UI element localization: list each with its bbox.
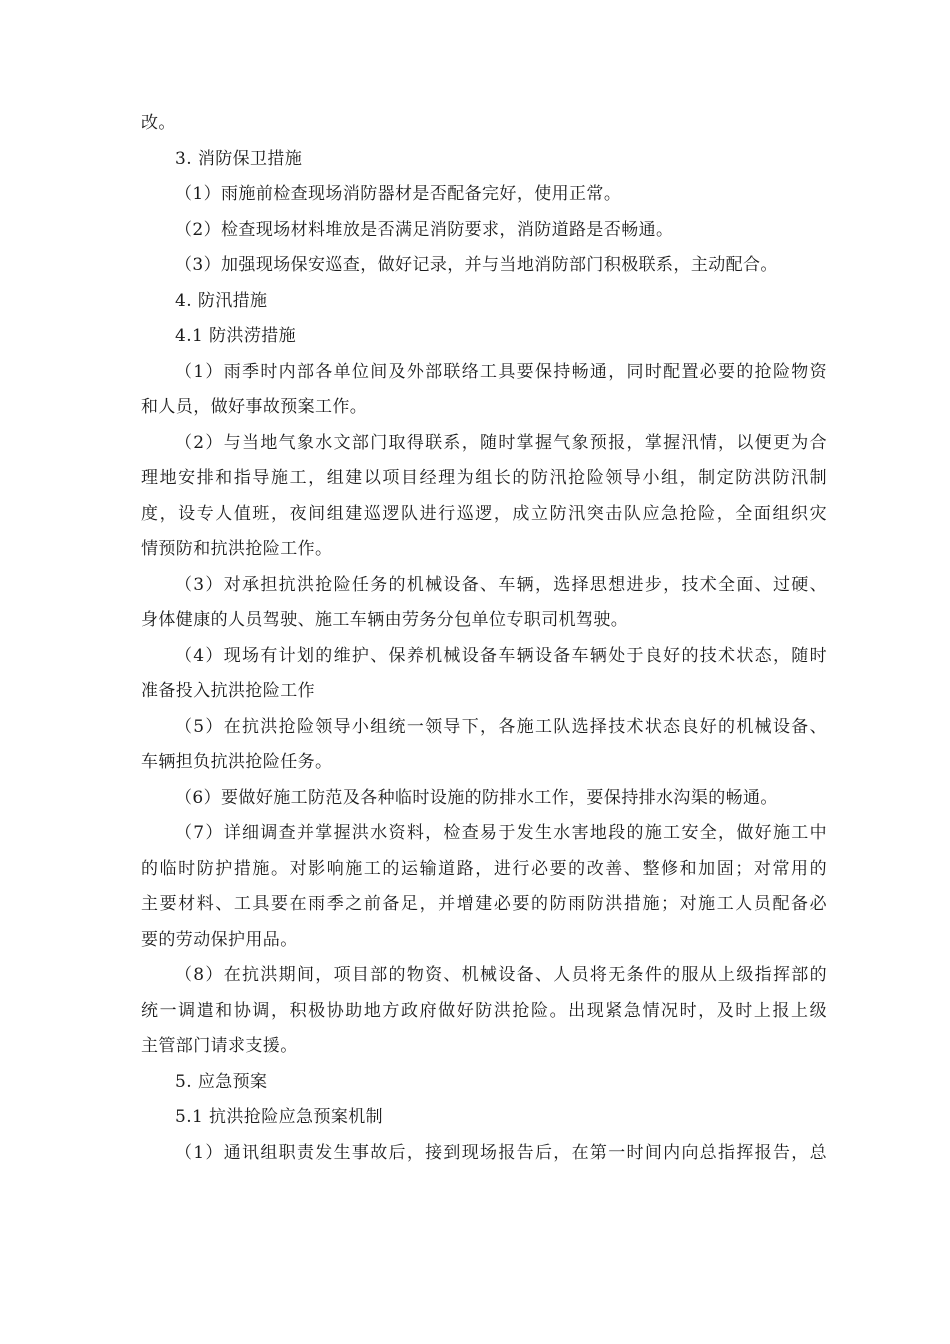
text-line: 5. 应急预案 [175,1071,268,1092]
text-line: （5）在抗洪抢险领导小组统一领导下，各施工队选择技术状态良好的机械设备、 [175,716,827,737]
text-line: 身体健康的人员驾驶、施工车辆由劳务分包单位专职司机驾驶。 [141,610,629,630]
text-line: 和人员，做好事故预案工作。 [141,397,368,417]
text-line: 改。 [141,113,176,133]
text-line: 情预防和抗洪抢险工作。 [141,539,333,559]
text-line: 5.1 抗洪抢险应急预案机制 [175,1107,384,1127]
text-line: （6）要做好施工防范及各种临时设施的防排水工作，要保持排水沟渠的畅通。 [175,787,778,808]
text-line: 4. 防汛措施 [175,290,268,311]
text-line: 4.1 防洪涝措施 [175,326,297,346]
text-line: （1）雨季时内部各单位间及外部联络工具要保持畅通，同时配置必要的抢险物资 [175,361,827,382]
text-line: 3. 消防保卫措施 [175,148,303,169]
text-line: 主管部门请求支援。 [141,1036,298,1056]
document-body [141,106,827,1171]
text-line: 车辆担负抗洪抢险任务。 [141,752,333,772]
text-line: （3）加强现场保安巡查，做好记录，并与当地消防部门积极联系，主动配合。 [175,255,778,275]
text-line: （4）现场有计划的维护、保养机械设备车辆设备车辆处于良好的技术状态，随时 [175,645,827,666]
text-line: 准备投入抗洪抢险工作 [141,681,315,701]
text-line: （2）与当地气象水文部门取得联系，随时掌握气象预报，掌握汛情，以便更为合 [175,432,827,453]
text-line: 的临时防护措施。对影响施工的运输道路，进行必要的改善、整修和加固；对常用的 [141,858,827,879]
text-line: （1）通讯组职责发生事故后，接到现场报告后，在第一时间内向总指挥报告，总 [175,1142,827,1163]
text-line: （3）对承担抗洪抢险任务的机械设备、车辆，选择思想进步，技术全面、过硬、 [175,574,827,595]
text-line: （8）在抗洪期间，项目部的物资、机械设备、人员将无条件的服从上级指挥部的 [175,965,827,985]
text-line: （1）雨施前检查现场消防器材是否配备完好，使用正常。 [175,184,622,204]
text-line: （2）检查现场材料堆放是否满足消防要求，消防道路是否畅通。 [175,219,674,240]
text-line: 度，设专人值班，夜间组建巡逻队进行巡逻，成立防汛突击队应急抢险，全面组织灾 [141,503,827,524]
text-line: 要的劳动保护用品。 [141,929,298,950]
text-line: （7）详细调查并掌握洪水资料，检查易于发生水害地段的施工安全，做好施工中 [175,823,827,843]
text-line: 理地安排和指导施工，组建以项目经理为组长的防汛抢险领导小组，制定防洪防汛制 [141,468,827,488]
text-line: 主要材料、工具要在雨季之前备足，并增建必要的防雨防洪措施；对施工人员配备必 [141,894,827,914]
text-line: 统一调遣和协调，积极协助地方政府做好防洪抢险。出现紧急情况时，及时上报上级 [141,1000,827,1021]
